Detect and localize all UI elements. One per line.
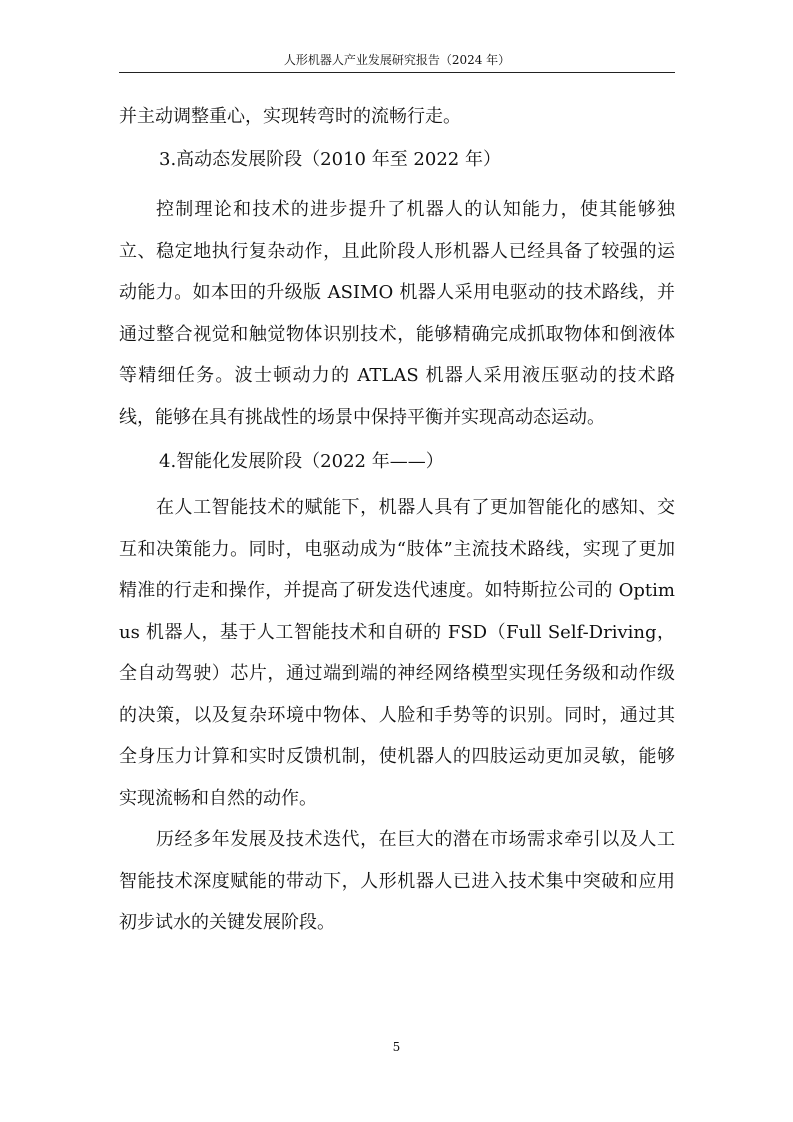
header-rule	[119, 72, 675, 73]
paragraph-section-4: 在人工智能技术的赋能下，机器人具有了更加智能化的感知、交互和决策能力。同时，电驱动成为“肢体”主流技术路线，实现了更加精准的行走和操作，并提高了研发迭代速度。如特斯拉公司的 Optimus 机器人，基于人工智能技术和自研的 FSD（Full Self-Driving，全自动驾驶）芯片，通过端到端的神经网络模型实现任务级和动作级的决策，以及复杂环境中物体、人脸和手势等的识别。同时，通过其全身压力计算和实时反馈机制，使机器人的四肢运动更加灵敏，能够实现流畅和自然的动作。	[119, 497, 675, 809]
section-heading-4: 4.智能化发展阶段（2022 年——）	[159, 451, 444, 472]
section-heading-3: 3.高动态发展阶段（2010 年至 2022 年）	[159, 149, 501, 170]
paragraph-summary: 历经多年发展及技术迭代，在巨大的潜在市场需求牵引以及人工智能技术深度赋能的带动下，人形机器人已进入技术集中突破和应用初步试水的关键发展阶段。	[119, 829, 675, 933]
running-header: 人形机器人产业发展研究报告（2024 年）	[283, 53, 511, 67]
page-number: 5	[392, 1040, 401, 1054]
paragraph-section-3: 控制理论和技术的进步提升了机器人的认知能力，使其能够独立、稳定地执行复杂动作，且此阶段人形机器人已经具备了较强的运动能力。如本田的升级版 ASIMO 机器人采用电驱动的技术路线，并通过整合视觉和触觉物体识别技术，能够精确完成抓取物体和倒液体等精细任务。波士顿动力的 ATLAS 机器人采用液压驱动的技术路线，能够在具有挑战性的场景中保持平衡并实现高动态运动。	[119, 199, 675, 428]
paragraph-continued: 并主动调整重心，实现转弯时的流畅行走。	[119, 106, 461, 127]
